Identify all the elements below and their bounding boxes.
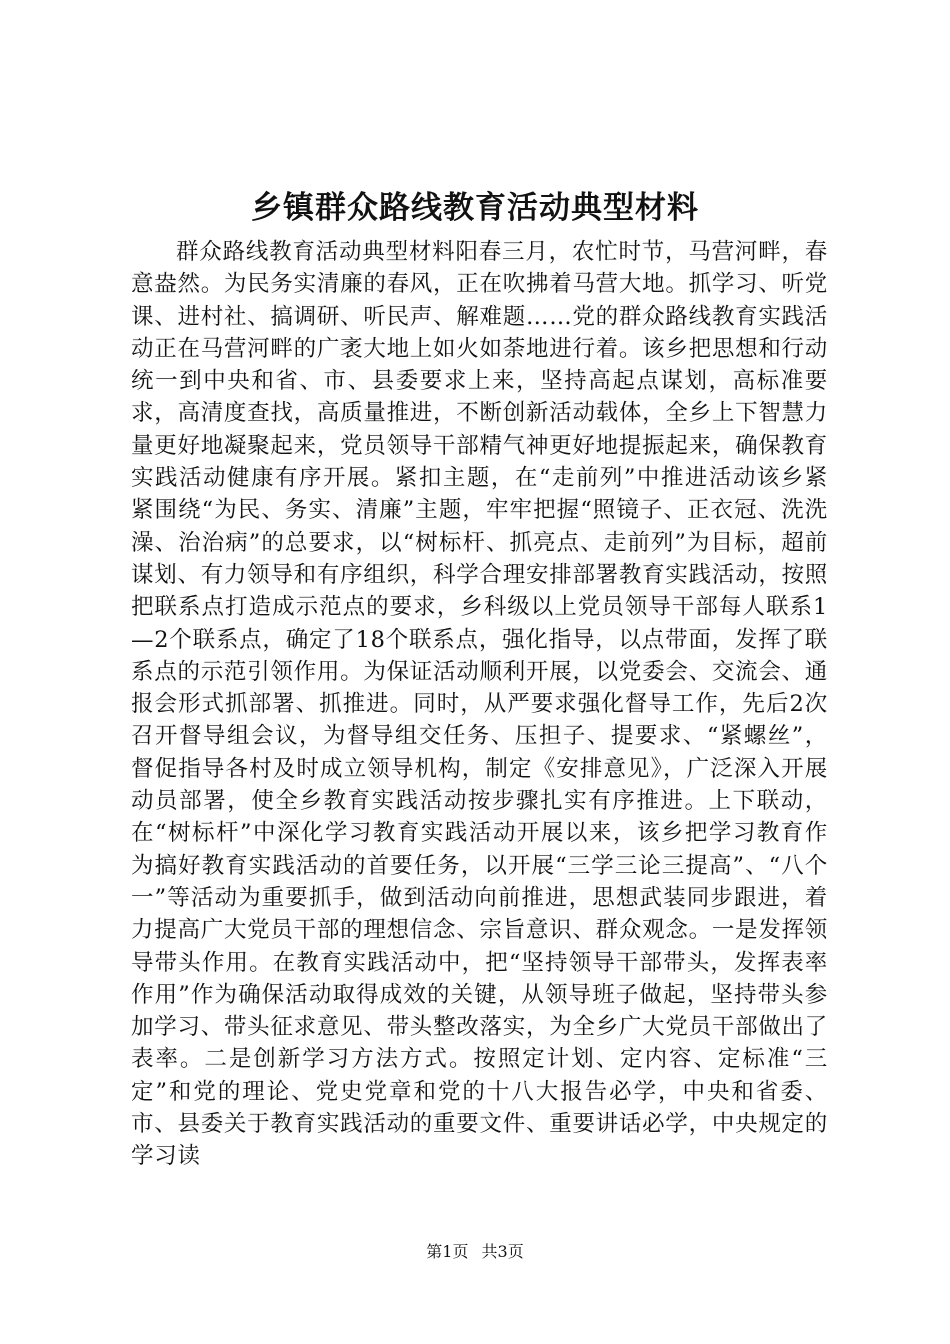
- page-number-current: 第1页: [426, 1242, 469, 1261]
- document-body: 群众路线教育活动典型材料阳春三月，农忙时节，马营河畔，春意盎然。为民务实清廉的春风，正在吹拂着马营大地。抓学习、听党课、进村社、搞调研、听民声、解难题……党的群众路线教育实践活动正在马营河畔的广袤大地上如火如荼地进行着。该乡把思想和行动统一到中央和省、市、县委要求上来，坚持高起点谋划，高标准要求，高清度查找，高质量推进，不断创新活动载体，全乡上下智慧力量更好地凝聚起来，党员领导干部精气神更好地提振起来，确保教育实践活动健康有序开展。紧扣主题，在“走前列”中推进活动该乡紧紧围绕“为民、务实、清廉”主题，牢牢把握“照镜子、正衣冠、洗洗澡、治治病”的总要求，以“树标杆、抓亮点、走前列”为目标，超前谋划、有力领导和有序组织，科学合理安排部署教育实践活动，按照把联系点打造成示范点的要求，乡科级以上党员领导干部每人联系1—2个联系点，确定了18个联系点，强化指导，以点带面，发挥了联系点的示范引领作用。为保证活动顺利开展，以党委会、交流会、通报会形式抓部署、抓推进。同时，从严要求强化督导工作，先后2次召开督导组会议，为督导组交任务、压担子、提要求、“紧螺丝”，督促指导各村及时成立领导机构，制定《安排意见》，广泛深入开展动员部署，使全乡教育实践活动按步骤扎实有序推进。上下联动，在“树标杆”中深化学习教育实践活动开展以来，该乡把学习教育作为搞好教育实践活动的首要任务，以开展“三学三论三提高”、“八个一”等活动为重要抓手，做到活动向前推进，思想武装同步跟进，着力提高广大党员干部的理想信念、宗旨意识、群众观念。一是发挥领导带头作用。在教育实践活动中，把“坚持领导干部带头，发挥表率作用”作为确保活动取得成效的关键，从领导班子做起，坚持带头参加学习、带头征求意见、带头整改落实，为全乡广大党员干部做出了表率。二是创新学习方法方式。按照定计划、定内容、定标准“三定”和党的理论、党史党章和党的十八大报告必学，中央和省委、市、县委关于教育实践活动的重要文件、重要讲话必学，中央规定的学习读: [131, 239, 828, 1170]
- page-number-total: 共3页: [481, 1242, 524, 1261]
- page-footer: [0, 1240, 950, 1264]
- document-title: 乡镇群众路线教育活动典型材料: [251, 190, 699, 226]
